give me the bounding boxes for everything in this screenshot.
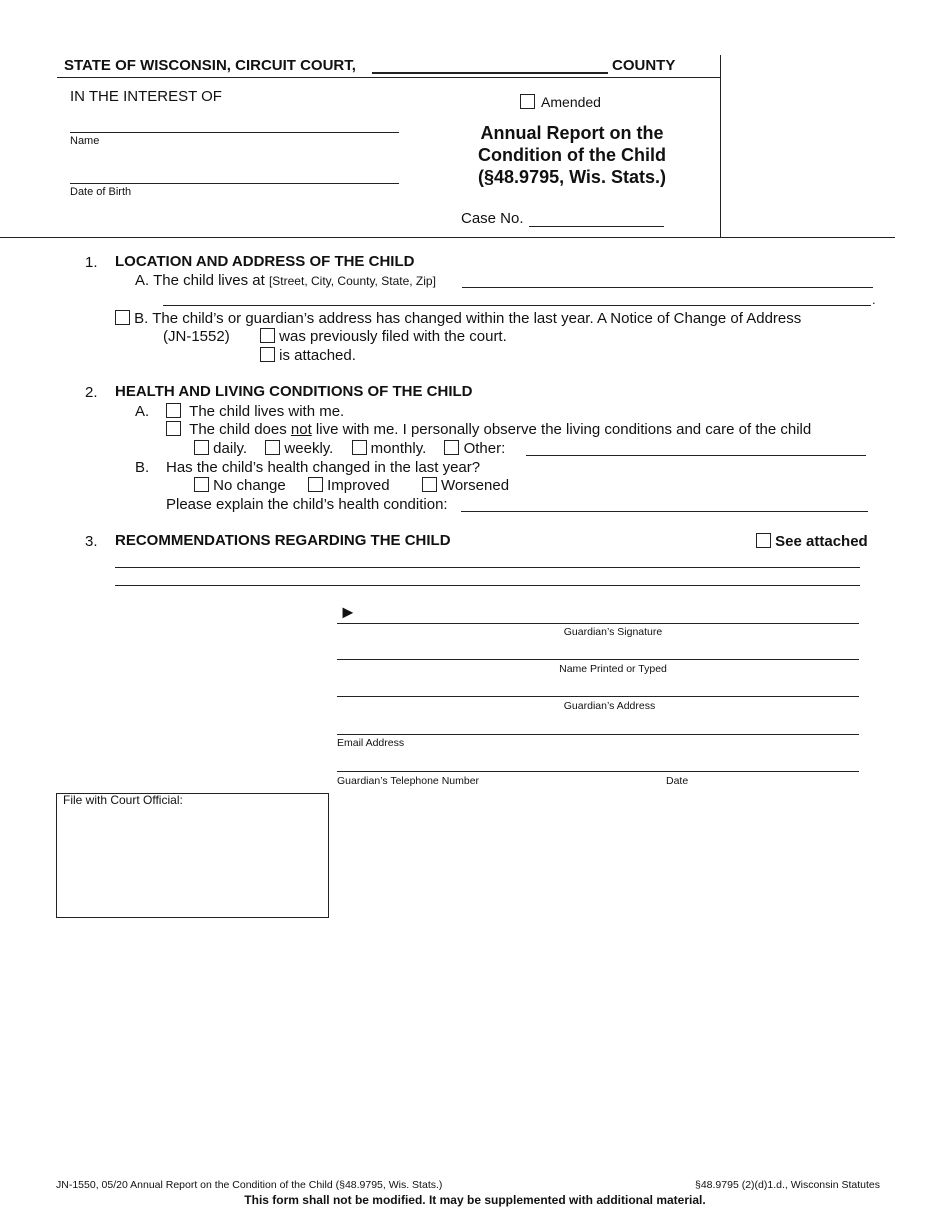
not-lives-with-row [166,421,811,438]
other-field[interactable] [526,455,866,456]
section2-a-letter: A. [135,403,150,420]
recommendations-line-2[interactable] [115,585,860,586]
not-lives-with-checkbox[interactable] [166,421,181,436]
form-title-line2: Condition of the Child [478,145,666,165]
header-vertical-rule [720,55,721,238]
footer-statute: §48.9795 (2)(d)1.d., Wisconsin Statutes [694,1179,880,1191]
address-changed-row [115,310,801,327]
worsened-checkbox[interactable] [422,477,437,492]
daily-label: daily. [213,440,248,457]
attached-row [260,347,356,364]
header-bottom-rule [0,237,895,238]
case-no-label: Case No. [461,210,524,227]
address-field-2[interactable] [163,305,871,306]
not-word: not [290,421,312,438]
dob-field[interactable] [70,183,399,184]
daily-checkbox[interactable] [194,440,209,455]
not-lives-with-pre: The child does [189,421,291,438]
form-title [452,122,692,188]
phone-label: Guardian’s Telephone Number [337,775,480,787]
no-change-label: No change [213,477,286,494]
see-attached-label: See attached [775,533,868,550]
section2-b-letter: B. [135,459,150,476]
section2-number: 2. [85,384,98,401]
signature-arrow-icon: ► [339,602,357,622]
frequency-row [194,440,505,457]
amended-checkbox[interactable] [520,94,535,109]
name-printed-label: Name Printed or Typed [559,663,667,675]
lives-with-checkbox[interactable] [166,403,181,418]
dob-label: Date of Birth [70,186,132,198]
attached-label: is attached. [279,347,356,364]
form-title-line1: Annual Report on the [480,123,664,143]
section1-heading: LOCATION AND ADDRESS OF THE CHILD [115,253,415,270]
not-lives-with-post: live with me. I personally observe the living conditions and care of the child [311,421,812,438]
improved-checkbox[interactable] [308,477,323,492]
county-field[interactable] [372,72,608,74]
previously-filed-row [260,328,507,345]
form-title-line3: (§48.9795, Wis. Stats.) [478,167,666,187]
amended-label: Amended [541,94,601,110]
previously-filed-label: was previously filed with the court. [279,328,507,345]
previously-filed-checkbox[interactable] [260,328,275,343]
worsened-label: Worsened [440,477,510,494]
other-label: Other: [463,440,506,457]
see-attached-row [756,533,868,550]
name-field[interactable] [70,132,399,133]
attached-checkbox[interactable] [260,347,275,362]
case-no-field[interactable] [529,226,664,227]
jn1552-label: (JN-1552) [163,328,230,345]
file-with-court-box[interactable] [56,793,329,918]
guardian-address-label: Guardian’s Address [563,700,656,712]
name-label: Name [70,135,100,147]
phone-field[interactable] [337,771,859,772]
section3-heading: RECOMMENDATIONS REGARDING THE CHILD [115,532,451,549]
lives-with-row [166,403,344,420]
name-printed-field[interactable] [337,659,859,660]
date-label: Date [666,775,689,787]
county-label: COUNTY [612,57,676,74]
file-with-court-label: File with Court Official: [63,793,183,807]
monthly-label: monthly. [370,440,427,457]
court-prefix: STATE OF WISCONSIN, CIRCUIT COURT, [64,57,356,74]
explain-field[interactable] [461,511,868,512]
monthly-checkbox[interactable] [352,440,367,455]
footer-form-id: JN-1550, 05/20 Annual Report on the Condition of the Child (§48.9795, Wis. Stats.) [56,1179,443,1191]
child-lives-at-row [135,272,436,289]
signature-field[interactable] [337,623,859,624]
recommendations-line-1[interactable] [115,567,860,568]
explain-label: Please explain the child’s health condition: [166,496,448,513]
see-attached-checkbox[interactable] [756,533,771,548]
health-question: Has the child’s health changed in the last year? [166,459,481,476]
weekly-label: weekly. [284,440,334,457]
address-changed-checkbox[interactable] [115,310,130,325]
signature-label: Guardian’s Signature [563,626,663,638]
header-divider [57,77,721,78]
other-checkbox[interactable] [444,440,459,455]
amended-row [520,94,601,111]
address-hint: [Street, City, County, State, Zip] [268,274,436,288]
address-changed-text: B. The child’s or guardian’s address has changed within the last year. A Notice of Change of Address [134,310,802,327]
no-change-checkbox[interactable] [194,477,209,492]
child-lives-at-label: A. The child lives at [135,272,265,289]
improved-label: Improved [327,477,390,494]
address-field-1[interactable] [462,287,873,288]
section2-heading: HEALTH AND LIVING CONDITIONS OF THE CHILD [115,383,473,400]
footer-notice: This form shall not be modified. It may be supplemented with additional material. [244,1193,706,1207]
address-period: . [872,292,876,307]
health-options-row [194,477,509,494]
guardian-address-field[interactable] [337,696,859,697]
email-field[interactable] [337,734,859,735]
in-interest-of: IN THE INTEREST OF [70,88,222,105]
email-label: Email Address [337,737,405,749]
section3-number: 3. [85,533,98,550]
weekly-checkbox[interactable] [265,440,280,455]
lives-with-label: The child lives with me. [189,403,345,420]
section1-number: 1. [85,254,98,271]
